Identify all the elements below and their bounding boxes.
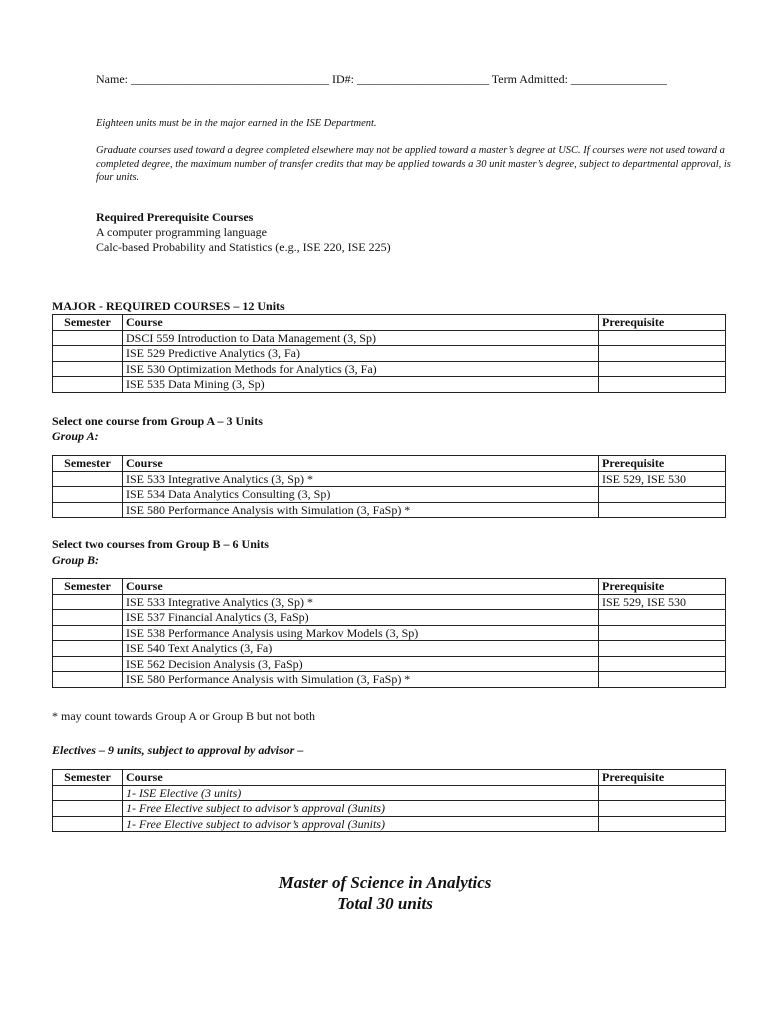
semester-cell[interactable] [53, 656, 123, 672]
semester-header: Semester [53, 315, 123, 331]
table-row [53, 610, 726, 626]
semester-cell[interactable] [53, 816, 123, 832]
course-cell: ISE 533 Integrative Analytics (3, Sp) * [123, 594, 599, 610]
semester-cell[interactable] [53, 346, 123, 362]
major-courses-table [52, 314, 726, 393]
semester-header: Semester [53, 579, 123, 595]
prereq-item: A computer programming language [96, 225, 267, 239]
table-row [53, 801, 726, 817]
semester-cell[interactable] [53, 361, 123, 377]
prereq-item: Calc-based Probability and Statistics (e.g., ISE 220, ISE 225) [96, 240, 391, 254]
prerequisite-cell[interactable] [599, 625, 726, 641]
course-cell: 1- ISE Elective (3 units) [123, 785, 599, 801]
total-units: Total 30 units [337, 894, 433, 913]
prerequisite-cell[interactable] [599, 672, 726, 688]
prerequisite-cell[interactable] [599, 330, 726, 346]
prerequisite-cell[interactable] [599, 377, 726, 393]
prerequisite-cell[interactable]: ISE 529, ISE 530 [599, 471, 726, 487]
table-header-row [53, 579, 726, 595]
degree-title: Master of Science in Analytics [278, 873, 492, 892]
course-header: Course [123, 456, 599, 472]
table-row [53, 625, 726, 641]
prerequisite-cell[interactable] [599, 801, 726, 817]
major-section-title: MAJOR - REQUIRED COURSES – 12 Units [52, 299, 285, 313]
prerequisite-header: Prerequisite [599, 315, 726, 331]
semester-cell[interactable] [53, 672, 123, 688]
prerequisite-cell[interactable]: ISE 529, ISE 530 [599, 594, 726, 610]
table-row [53, 377, 726, 393]
table-row [53, 361, 726, 377]
group-a-instruction: Select one course from Group A – 3 Units [52, 414, 263, 428]
semester-cell[interactable] [53, 641, 123, 657]
table-row [53, 656, 726, 672]
prerequisite-cell[interactable] [599, 816, 726, 832]
course-cell: ISE 538 Performance Analysis using Markov Models (3, Sp) [123, 625, 599, 641]
semester-cell[interactable] [53, 471, 123, 487]
course-cell: ISE 533 Integrative Analytics (3, Sp) * [123, 471, 599, 487]
prerequisite-cell[interactable] [599, 785, 726, 801]
semester-cell[interactable] [53, 377, 123, 393]
course-cell: ISE 530 Optimization Methods for Analytics (3, Fa) [123, 361, 599, 377]
table-row [53, 594, 726, 610]
table-header-row [53, 315, 726, 331]
prerequisite-cell[interactable] [599, 656, 726, 672]
prereq-title: Required Prerequisite Courses [96, 210, 254, 224]
ise-units-note: Eighteen units must be in the major earned in the ISE Department. [96, 118, 377, 129]
group-b-instruction: Select two courses from Group B – 6 Units [52, 537, 269, 551]
semester-header: Semester [53, 456, 123, 472]
course-cell: ISE 580 Performance Analysis with Simulation (3, FaSp) * [123, 672, 599, 688]
prerequisite-cell[interactable] [599, 361, 726, 377]
table-row [53, 641, 726, 657]
prerequisite-cell[interactable] [599, 641, 726, 657]
group-b-table [52, 578, 726, 688]
student-info-line: Name: _________________________________ ID#: ______________________ Term Admitted: ________________ [96, 72, 667, 86]
electives-table [52, 769, 726, 832]
prerequisite-cell[interactable] [599, 610, 726, 626]
table-row [53, 346, 726, 362]
prerequisite-header: Prerequisite [599, 770, 726, 786]
group-a-table [52, 455, 726, 518]
course-cell: DSCI 559 Introduction to Data Management (3, Sp) [123, 330, 599, 346]
table-row [53, 816, 726, 832]
prerequisite-cell[interactable] [599, 346, 726, 362]
prerequisite-cell[interactable] [599, 487, 726, 503]
prerequisite-header: Prerequisite [599, 579, 726, 595]
course-cell: ISE 562 Decision Analysis (3, FaSp) [123, 656, 599, 672]
table-header-row [53, 770, 726, 786]
table-row [53, 785, 726, 801]
table-row [53, 487, 726, 503]
group-a-label: Group A: [52, 429, 99, 443]
semester-cell[interactable] [53, 487, 123, 503]
table-row [53, 330, 726, 346]
table-row [53, 672, 726, 688]
course-cell: 1- Free Elective subject to advisor’s approval (3units) [123, 801, 599, 817]
group-b-label: Group B: [52, 553, 100, 567]
semester-cell[interactable] [53, 785, 123, 801]
course-header: Course [123, 315, 599, 331]
course-cell: ISE 534 Data Analytics Consulting (3, Sp) [123, 487, 599, 503]
electives-title: Electives – 9 units, subject to approval by advisor – [52, 743, 304, 757]
course-cell: ISE 535 Data Mining (3, Sp) [123, 377, 599, 393]
table-header-row [53, 456, 726, 472]
course-cell: ISE 580 Performance Analysis with Simulation (3, FaSp) * [123, 502, 599, 518]
course-cell: ISE 540 Text Analytics (3, Fa) [123, 641, 599, 657]
semester-cell[interactable] [53, 330, 123, 346]
course-cell: ISE 537 Financial Analytics (3, FaSp) [123, 610, 599, 626]
prerequisite-cell[interactable] [599, 502, 726, 518]
semester-cell[interactable] [53, 610, 123, 626]
semester-cell[interactable] [53, 502, 123, 518]
group-note: * may count towards Group A or Group B but not both [52, 709, 315, 723]
prerequisite-header: Prerequisite [599, 456, 726, 472]
course-cell: ISE 529 Predictive Analytics (3, Fa) [123, 346, 599, 362]
course-header: Course [123, 770, 599, 786]
semester-header: Semester [53, 770, 123, 786]
table-row [53, 471, 726, 487]
course-cell: 1- Free Elective subject to advisor’s approval (3units) [123, 816, 599, 832]
semester-cell[interactable] [53, 594, 123, 610]
table-row [53, 502, 726, 518]
semester-cell[interactable] [53, 801, 123, 817]
course-header: Course [123, 579, 599, 595]
transfer-credit-note: Graduate courses used toward a degree completed elsewhere may not be applied toward a master’s degree at USC. If courses were not used toward a completed degree, the maximum number of transfer credits that may be applied towards a 30 unit master’s degree, subject to departmental approval, is four units. [96, 145, 731, 183]
semester-cell[interactable] [53, 625, 123, 641]
